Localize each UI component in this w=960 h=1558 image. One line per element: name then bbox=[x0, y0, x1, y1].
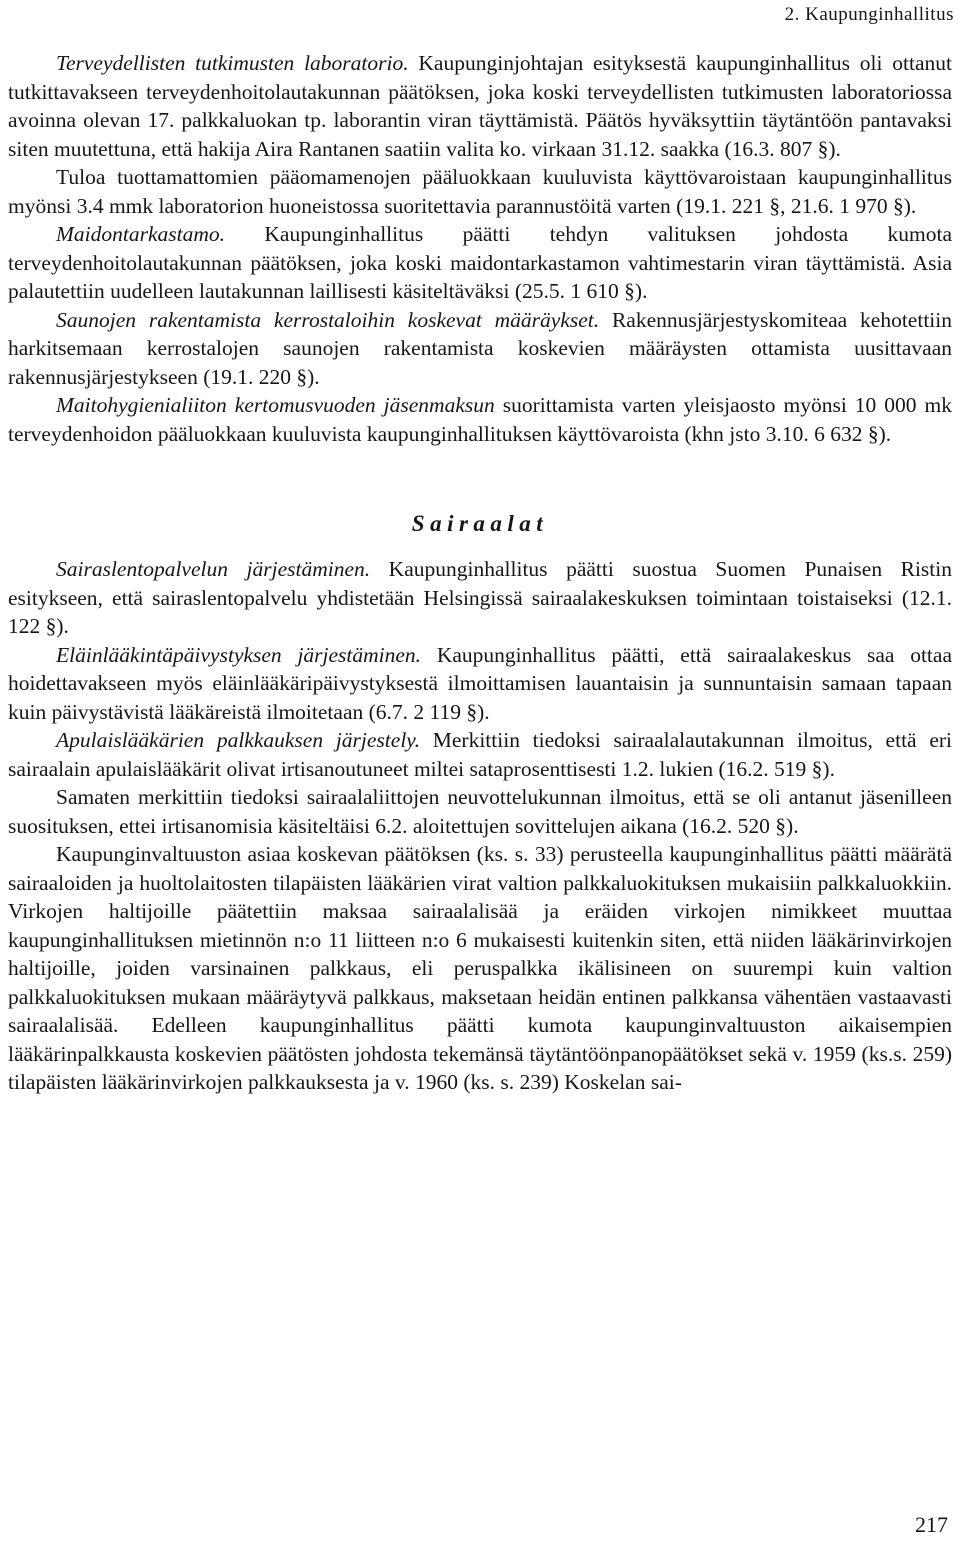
paragraph-assistant-doctors bbox=[8, 726, 952, 783]
paragraph-text: Merkittiin tiedoksi sairaalalautakunnan ilmoitus, että eri sairaalain apulaislääkärit olivat irtisanoutuneet miltei sataprosenttisesti 1.2. lukien (16.2. 519 §). bbox=[8, 728, 952, 781]
paragraph-laboratory bbox=[8, 49, 952, 163]
section-spacer bbox=[8, 537, 952, 555]
paragraph-air-ambulance bbox=[8, 555, 952, 641]
paragraph-lead: Apulaislääkärien palkkauksen järjestely. bbox=[56, 728, 421, 752]
paragraph-milk-hygiene bbox=[8, 391, 952, 448]
page-number: 217 bbox=[915, 1512, 948, 1537]
paragraph-text: Kaupunginjohtajan esityksestä kaupunginhallitus oli ottanut tutkittavakseen terveydenhoitolautakunnan päätöksen, joka koski terveydellisten tutkimusten laboratoriossa avoinna olevan 17. palkkaluokan tp. laborantin viran täyttämistä. Päätös hyväksyttiin täytäntöön pantavaksi siten muutettuna, että hakija Aira Rantanen saatiin valita ko. virkaan 31.12. saakka (16.3. 807 §). bbox=[8, 51, 952, 161]
paragraph-text: Rakennusjärjestyskomiteaa kehotettiin harkitsemaan kerrostalojen saunojen rakentamista koskevien määräysten ottamista uusittavaan rakennusjärjestykseen (19.1. 220 §). bbox=[8, 307, 952, 389]
hospitals-section bbox=[8, 555, 952, 1097]
paragraph-lead: Terveydellisten tutkimusten laboratorio. bbox=[56, 51, 409, 75]
page-content bbox=[8, 49, 952, 1097]
paragraph-lead: Eläinlääkintäpäivystyksen järjestäminen. bbox=[56, 642, 422, 667]
paragraph-veterinary bbox=[8, 641, 952, 727]
section-spacer bbox=[8, 448, 952, 511]
paragraph-text: Kaupunginvaltuuston asiaa koskevan päätöksen (ks. s. 33) perusteella kaupunginhallitus päätti määrätä sairaaloiden ja huoltolaitosten tilapäisten lääkärien virat valtion palkkaluokituksen mukaisiin palkkaluokkiin. Virkojen haltijoille päätettiin maksaa sairaalalisää ja eräiden virkojen nimikkeet muuttaa kaupunginhallituksen mietinnön n:o 11 liitteen n:o 6 mukaisesti kuitenkin siten, että niiden lääkärinvirkojen haltijoille, joiden varsinainen palkkaus, eli peruspalkka ikälisineen on suurempi kuin valtion palkkaluokituksen mukaan määräytyvä palkkaus, maksetaan heidän entinen palkkansa vähentäen vastaavasti sairaalalisää. Edelleen kaupunginhallitus päätti kumota kaupunginvaltuuston aikaisempien lääkärinpalkkausta koskevien päätösten johdosta tekemänsä täytäntöönpanopäätökset sekä v. 1959 (ks.s. 259) tilapäisten lääkärinvirkojen palkkauksesta ja v. 1960 (ks. s. 239) Koskelan sai- bbox=[8, 842, 952, 1094]
paragraph-text: Kaupunginhallitus päätti tehdyn valituksen johdosta kumota terveydenhoitolautakunnan päätöksen, joka koski maidontarkastamon vahtimestarin viran täyttämistä. Asia palautettiin uudelleen lautakunnan laillisesti käsiteltäväksi (25.5. 1 610 §). bbox=[8, 222, 952, 303]
page-header: 2. Kaupunginhallitus bbox=[784, 4, 954, 25]
paragraph-negotiation bbox=[8, 783, 952, 840]
paragraph-lead: Maidontarkastamo. bbox=[56, 222, 226, 246]
section-heading: Sairaalat bbox=[411, 511, 549, 536]
paragraph-text: Kaupunginhallitus päätti suostua Suomen Punaisen Ristin esitykseen, että sairaslentopalvelu yhdistetään Helsingissä sairaalakeskuksen toimintaan toistaiseksi (12.1. 122 §). bbox=[8, 557, 952, 638]
paragraph-laboratory-funds bbox=[8, 163, 952, 220]
paragraph-text: Tuloa tuottamattomien pääomamenojen pääluokkaan kuuluvista käyttövaroistaan kaupunginhallitus myönsi 3.4 mmk laboratorion huoneistossa suoritettavia parannustöitä varten (19.1. 221 §, 21.6. 1 970 §). bbox=[8, 165, 952, 218]
paragraph-lead: Sairaslentopalvelun järjestäminen. bbox=[56, 557, 371, 581]
paragraph-text: Kaupunginhallitus päätti, että sairaalakeskus saa ottaa hoidettavakseen myös eläinlääkäripäivystyksestä ilmoittamisen lauantaisin ja sunnuntaisin samaan tapaan kuin päivystävistä lääkäreistä ilmoitetaan (6.7. 2 119 §). bbox=[8, 642, 952, 724]
paragraph-salary-classes bbox=[8, 840, 952, 1097]
paragraph-lead: Saunojen rakentamista kerrostaloihin koskevat määräykset. bbox=[56, 307, 600, 332]
paragraph-text: suorittamista varten yleisjaosto myönsi 10 000 mk terveydenhoidon pääluokkaan kuuluvista kaupunginhallituksen käyttövaroista (khn jsto 3.10. 6 632 §). bbox=[8, 393, 952, 446]
top-section bbox=[8, 49, 952, 448]
paragraph-saunas bbox=[8, 306, 952, 392]
paragraph-lead: Maitohygienialiiton kertomusvuoden jäsenmaksun bbox=[56, 393, 495, 417]
paragraph-text: Samaten merkittiin tiedoksi sairaalaliittojen neuvottelukunnan ilmoitus, että se oli antanut jäsenilleen suosituksen, ettei irtisanomisia käsiteltäisi 6.2. aloitettujen sovittelujen aikana (16.2. 520 §). bbox=[8, 785, 952, 838]
paragraph-milk-inspection bbox=[8, 220, 952, 306]
